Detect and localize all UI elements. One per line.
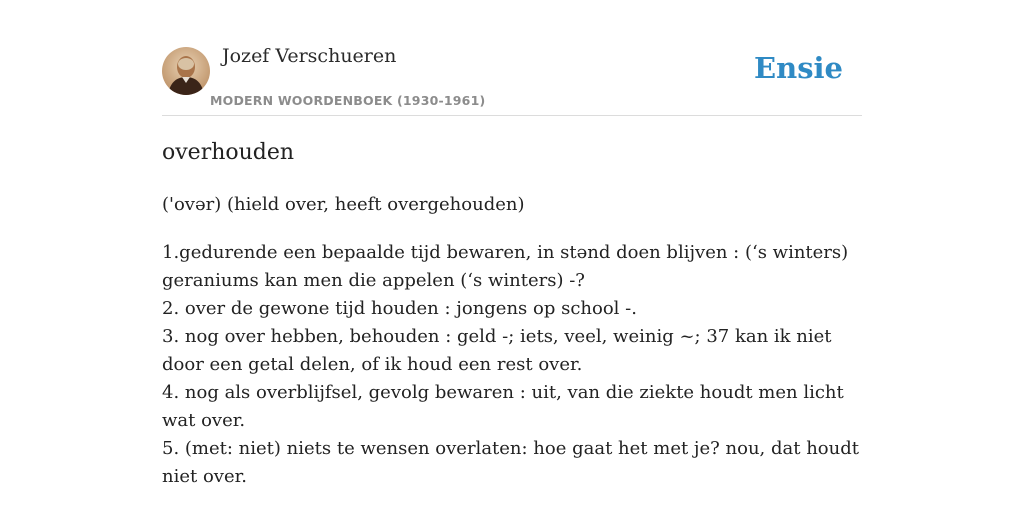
- author-portrait-icon[interactable]: [162, 47, 210, 95]
- author-name[interactable]: Jozef Verschueren: [222, 45, 397, 67]
- brand-logo[interactable]: Ensie: [754, 51, 843, 85]
- entry-header: [162, 0, 862, 116]
- entry-definitions: [162, 239, 862, 491]
- definition-item: 4. nog als overblijfsel, gevolg bewaren : uit, van die ziekte houdt men licht wat over.: [162, 382, 844, 431]
- entry-card: [162, 0, 862, 512]
- entry-pronunciation: ('ovər) (hield over, heeft overgehouden): [162, 194, 525, 215]
- dictionary-source[interactable]: MODERN WOORDENBOEK (1930-1961): [210, 93, 486, 108]
- entry-term: overhouden: [162, 140, 295, 165]
- definition-item: 5. (met: niet) niets te wensen overlaten: hoe gaat het met je? nou, dat houdt niet over.: [162, 438, 859, 487]
- definition-item: 3. nog over hebben, behouden : geld -; iets, veel, weinig ~; 37 kan ik niet door een getal delen, of ik houd een rest over.: [162, 326, 832, 375]
- definition-item: 2. over de gewone tijd houden : jongens op school -.: [162, 298, 637, 319]
- definition-item: 1.gedurende een bepaalde tijd bewaren, in stənd doen blijven : (‘s winters) geraniums kan men die appelen (‘s winters) -?: [162, 242, 849, 291]
